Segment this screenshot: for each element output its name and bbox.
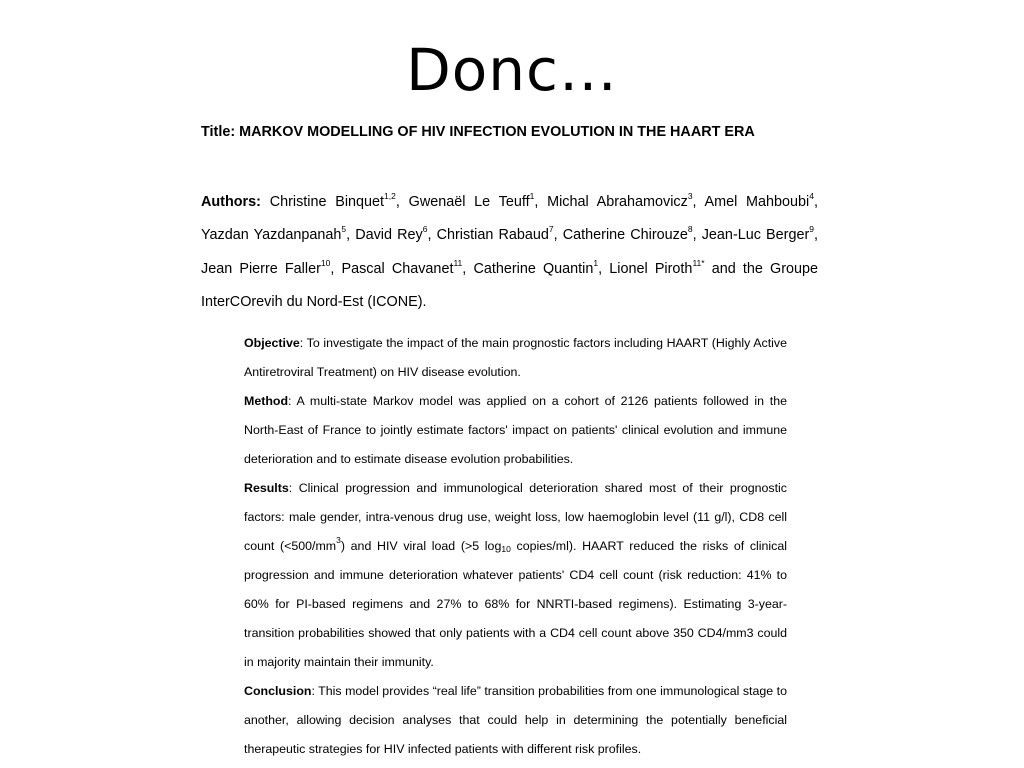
authors-tail: and the Groupe InterCOrevih du Nord-Est (ICONE). — [201, 260, 819, 310]
conclusion-label: Conclusion — [244, 683, 312, 698]
author-entry: Christine Binquet$^{1,2}$, — [269, 191, 409, 210]
author-list — [201, 186, 818, 319]
objective-label: Objective — [244, 336, 300, 351]
results-text-3: copies/ml). HAART reduced the risks of clinical progression and immune deterioration whatever patients' CD4 cell count (risk reduction: 41% to 60% for PI-based regimens and 27% to 68% for NNRTI-based regimens). Estimating 3-year-transition probabilities showed that only patients with a CD4 cell count above 350 CD4/mm3 could in majority maintain their immunity. — [244, 538, 788, 669]
author-affiliation: 8 — [687, 224, 693, 235]
conclusion-text: : This model provides “real life” transition probabilities from one immunological stage to another, allowing decision analyses that could help in determining the potentially beneficial therapeutic strategies for HIV infected patients with different risk profiles. — [244, 683, 787, 756]
author-affiliation: 5 — [341, 224, 347, 235]
results-superscript: 3 — [336, 534, 341, 545]
author-name: Michal Abrahamovicz — [547, 194, 688, 210]
results-label: Results — [244, 480, 289, 495]
author-affiliation: 1 — [593, 257, 599, 268]
author-name: Jean-Luc Berger — [701, 227, 810, 244]
results-text-1: : Clinical progression and immunological deterioration shared most of their prognostic factors: male gender, intra-venous drug use, weight loss, low haemoglobin level (11 g/l), CD8 cell count (<500/mm — [244, 480, 787, 553]
author-entry: Catherine Chirouze$^8$, — [562, 224, 702, 244]
results-subscript: 10 — [501, 543, 511, 554]
title-text: MARKOV MODELLING OF HIV INFECTION EVOLUTION IN THE HAART ERA — [239, 124, 755, 140]
method-label: Method — [244, 394, 289, 409]
author-affiliation: 1 — [529, 191, 535, 201]
results-paragraph — [244, 474, 787, 677]
author-entry: David Rey$^6$, — [355, 224, 437, 244]
author-name: Jean Pierre Faller — [201, 260, 321, 277]
author-name: David Rey — [355, 227, 423, 244]
author-affiliation: 10 — [320, 257, 331, 268]
author-affiliation: 1,2 — [384, 191, 396, 201]
author-entry: Catherine Quantin$^1$, — [473, 257, 610, 277]
author-entry: Christian Rabaud$^7$, — [436, 224, 563, 244]
author-entry: Pascal Chavanet$^{11}$, — [341, 257, 474, 277]
author-name: Catherine Quantin — [473, 260, 594, 277]
author-name: Christine Binquet — [269, 194, 385, 210]
document-excerpt — [201, 120, 818, 763]
author-entry — [609, 257, 711, 277]
author-name: Amel Mahboubi — [704, 194, 810, 210]
conclusion-paragraph — [244, 677, 787, 764]
author-entry: Gwenaël Le Teuff$^1$, — [408, 191, 548, 210]
author-affiliation: 3 — [687, 191, 693, 201]
author-name: Lionel Piroth — [609, 260, 693, 277]
author-entry: Jean Pierre Faller$^{10}$, — [201, 257, 342, 277]
author-affiliation: 11 — [453, 257, 463, 268]
author-name: Catherine Chirouze — [562, 227, 688, 244]
author-entry: Amel Mahboubi$^4$, — [704, 191, 818, 210]
results-text-2: ) and HIV viral load (>5 log — [340, 538, 502, 553]
abstract — [244, 329, 787, 763]
objective-paragraph — [244, 329, 787, 387]
slide-title: Donc… — [406, 36, 618, 104]
author-name: Gwenaël Le Teuff — [408, 194, 530, 210]
method-text: : A multi-state Markov model was applied on a cohort of 2126 patients followed in the North-East of France to jointly estimate factors' impact on patients' clinical evolution and immune deterioration and to estimate disease evolution probabilities. — [244, 394, 787, 466]
paper-title — [201, 120, 818, 144]
author-name: Christian Rabaud — [436, 227, 549, 244]
author-name: Yazdan Yazdanpanah — [201, 227, 342, 244]
title-label: Title: — [201, 124, 236, 140]
author-name: Pascal Chavanet — [341, 260, 454, 277]
objective-text: : To investigate the impact of the main prognostic factors including HAART (Highly Active Antiretroviral Treatment) on HIV disease evolution. — [244, 336, 787, 380]
author-affiliation: 7 — [548, 224, 554, 235]
author-entry: Jean-Luc Berger$^9$, — [701, 224, 818, 244]
author-affiliation: 6 — [422, 224, 428, 235]
authors-label: Authors: — [201, 194, 261, 210]
author-entry: Yazdan Yazdanpanah$^5$, — [201, 224, 356, 244]
author-affiliation: 11* — [692, 257, 705, 268]
author-affiliation: 4 — [809, 191, 814, 201]
author-entry: Michal Abrahamovicz$^3$, — [547, 191, 705, 210]
method-paragraph — [244, 387, 787, 474]
author-affiliation: 9 — [809, 224, 814, 235]
